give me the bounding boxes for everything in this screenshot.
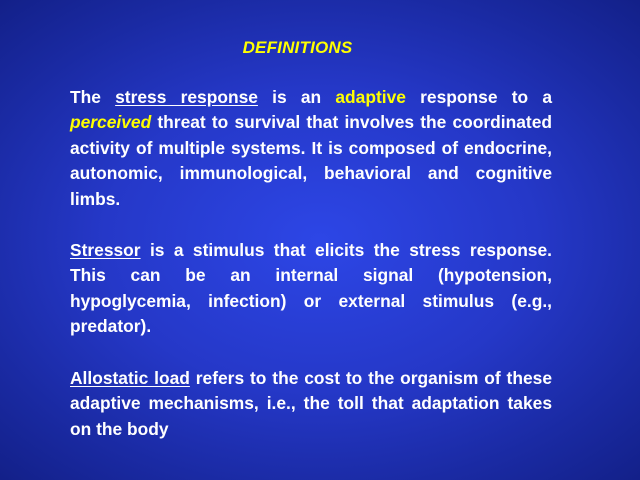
text-segment: is a stimulus that elicits the stress response. This can be an internal signal (hypotension, hypoglycemia, infection) or external stimulus (e.g., predator). bbox=[70, 240, 552, 337]
term-stress-response: stress response bbox=[115, 87, 258, 107]
definition-stress-response bbox=[70, 85, 552, 212]
slide-title: DEFINITIONS bbox=[242, 38, 353, 57]
text-segment: The bbox=[70, 87, 116, 107]
definition-allostatic-load bbox=[70, 366, 552, 442]
definition-stressor bbox=[70, 238, 552, 340]
emphasis-perceived: perceived bbox=[70, 112, 152, 133]
text-segment: response to a bbox=[405, 87, 553, 107]
text-segment: threat to survival that involves the coordinated activity of multiple systems. It is composed of endocrine, autonomic, immunological, behavioral and cognitive limbs. bbox=[70, 112, 552, 209]
term-allostatic-load: Allostatic load bbox=[70, 368, 190, 388]
term-stressor: Stressor bbox=[70, 240, 141, 260]
text-segment: refers to the cost to the organism of these adaptive mechanisms, i.e., the toll that adaptation takes on the body bbox=[70, 368, 552, 439]
highlight-adaptive: adaptive bbox=[335, 87, 406, 107]
text-segment: is an bbox=[257, 87, 336, 107]
